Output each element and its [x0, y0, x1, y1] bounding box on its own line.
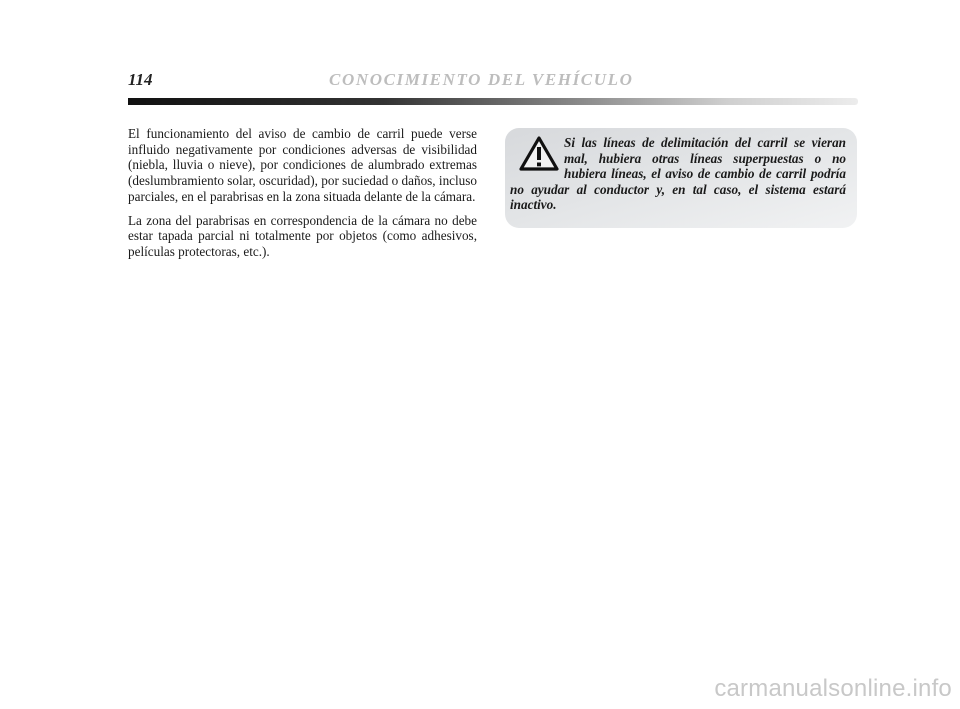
- watermark: carmanualsonline.info: [714, 675, 952, 702]
- section-title: CONOCIMIENTO DEL VEHÍCULO: [329, 70, 634, 89]
- header-rule: [128, 98, 858, 105]
- paragraph: La zona del parabrisas en correspondencia de la cámara no debe estar tapada parcial ni totalmente por objetos (como adhesivos, películas protectoras, etc.).: [128, 212, 477, 259]
- paragraph: El funcionamiento del aviso de cambio de carril puede verse influido negativamente por condiciones adversas de visibilidad (niebla, lluvia o nieve), por condiciones de alumbrado extremas (deslumbramiento solar, oscuridad), por suciedad o daños, incluso parciales, en el parabrisas en la zona situada delante de la cámara.: [128, 126, 477, 204]
- body-text-column: [128, 126, 477, 268]
- warning-text-content: Si las líneas de delimitación del carril se vieran mal, hubiera otras líneas superpuestas o no hubiera líneas, el aviso de cambio de carril podría no ayudar al conductor y, en tal caso, el sistema estará inactivo.: [510, 135, 846, 212]
- warning-text: [510, 135, 846, 213]
- page-number: 114: [128, 70, 153, 89]
- warning-box: [505, 128, 857, 228]
